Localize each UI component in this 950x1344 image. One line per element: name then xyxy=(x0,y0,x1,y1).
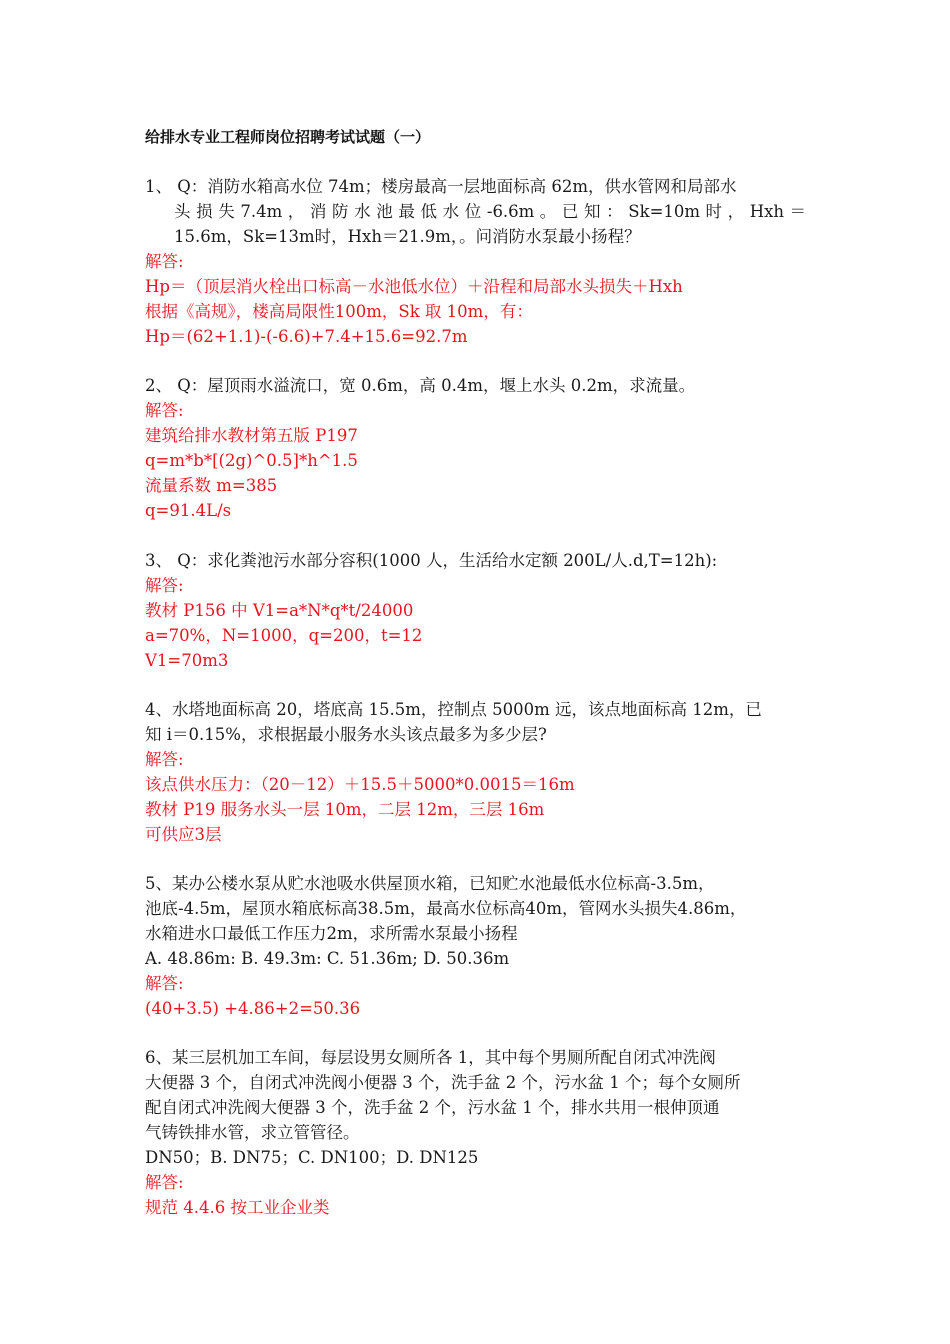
question-1-line-3: 15.6m，Sk=13m时，Hxh＝21.9m，。问消防水泵最小扬程？ xyxy=(174,227,641,246)
answer-1-line-2: 根据《高规》，楼高局限性100m，Sk 取 10m，有： xyxy=(145,302,533,321)
answer-6-line-1: 规范 4.4.6 按工业企业类 xyxy=(145,1198,330,1217)
answer-4-line-2: 教材 P19 服务水头一层 10m，二层 12m，三层 16m xyxy=(145,800,545,819)
answer-2-label: 解答: xyxy=(145,401,184,420)
question-6-line-3: 配自闭式冲洗阀大便器 3 个，洗手盆 2 个，污水盆 1 个，排水共用一根伸顶通 xyxy=(145,1098,720,1117)
answer-6-label: 解答: xyxy=(145,1173,184,1192)
answer-3-line-2: a=70%，N=1000，q=200，t=12 xyxy=(145,626,423,645)
answer-5-label: 解答: xyxy=(145,974,184,993)
question-6-options: DN50；B. DN75；C. DN100；D. DN125 xyxy=(145,1148,479,1167)
answer-2-line-4: q=91.4L/s xyxy=(145,501,232,520)
question-4-line-1: 4、水塔地面标高 20，塔底高 15.5m，控制点 5000m 远，该点地面标高 12m，已 xyxy=(145,700,762,719)
question-6-line-2: 大便器 3 个，自闭式冲洗阀小便器 3 个，洗手盆 2 个，污水盆 1 个；每个女厕所 xyxy=(145,1073,741,1092)
question-6-line-1: 6、某三层机加工车间，每层设男女厕所各 1，其中每个男厕所配自闭式冲洗阀 xyxy=(145,1048,716,1067)
question-6-line-4: 气铸铁排水管，求立管管径。 xyxy=(145,1123,360,1142)
answer-2-line-3: 流量系数 m=385 xyxy=(145,476,278,495)
question-1-line-2: 头 损 失 7.4m ， 消 防 水 池 最 低 水 位 -6.6m 。 已 知 ： Sk=10m 时 ， Hxh ＝ xyxy=(174,202,806,221)
answer-1-label: 解答: xyxy=(145,252,184,271)
question-1-line-1: 1、 Q：消防水箱高水位 74m；楼房最高一层地面标高 62m，供水管网和局部水 xyxy=(145,177,737,196)
document-title: 给排水专业工程师岗位招聘考试试题（一） xyxy=(145,128,431,146)
answer-3-label: 解答: xyxy=(145,576,184,595)
question-5-line-2: 池底-4.5m，屋顶水箱底标高38.5m，最高水位标高40m，管网水头损失4.86m， xyxy=(145,899,747,918)
answer-2-line-1: 建筑给排水教材第五版 P197 xyxy=(145,426,358,445)
question-5-options: A. 48.86m: B. 49.3m: C. 51.36m; D. 50.36m xyxy=(145,949,510,968)
question-5-line-1: 5、某办公楼水泵从贮水池吸水供屋顶水箱，已知贮水池最低水位标高-3.5m， xyxy=(145,874,715,893)
answer-4-label: 解答: xyxy=(145,750,184,769)
answer-3-line-3: V1=70m3 xyxy=(145,651,229,670)
answer-5-line-1: (40+3.5) +4.86+2=50.36 xyxy=(145,999,361,1018)
question-4-line-2: 知 i＝0.15%，求根据最小服务水头该点最多为多少层? xyxy=(145,725,547,744)
answer-1-line-1: Hp＝（顶层消火栓出口标高－水池低水位）＋沿程和局部水头损失＋Hxh xyxy=(145,277,683,296)
answer-1-line-3: Hp＝(62+1.1)-(-6.6)+7.4+15.6=92.7m xyxy=(145,327,468,346)
question-3-line-1: 3、 Q：求化粪池污水部分容积(1000 人，生活给水定额 200L/人.d,T=12h): xyxy=(145,551,718,570)
answer-3-line-1: 教材 P156 中 V1=a*N*q*t/24000 xyxy=(145,601,414,620)
answer-4-line-3: 可供应3层 xyxy=(145,825,222,844)
question-5-line-3: 水箱进水口最低工作压力2m，求所需水泵最小扬程 xyxy=(145,924,518,943)
question-2-line-1: 2、 Q：屋顶雨水溢流口，宽 0.6m，高 0.4m，堰上水头 0.2m，求流量。 xyxy=(145,376,696,395)
answer-2-line-2: q=m*b*[(2g)^0.5]*h^1.5 xyxy=(145,451,358,470)
answer-4-line-1: 该点供水压力：（20－12）＋15.5＋5000*0.0015＝16m xyxy=(145,775,575,794)
